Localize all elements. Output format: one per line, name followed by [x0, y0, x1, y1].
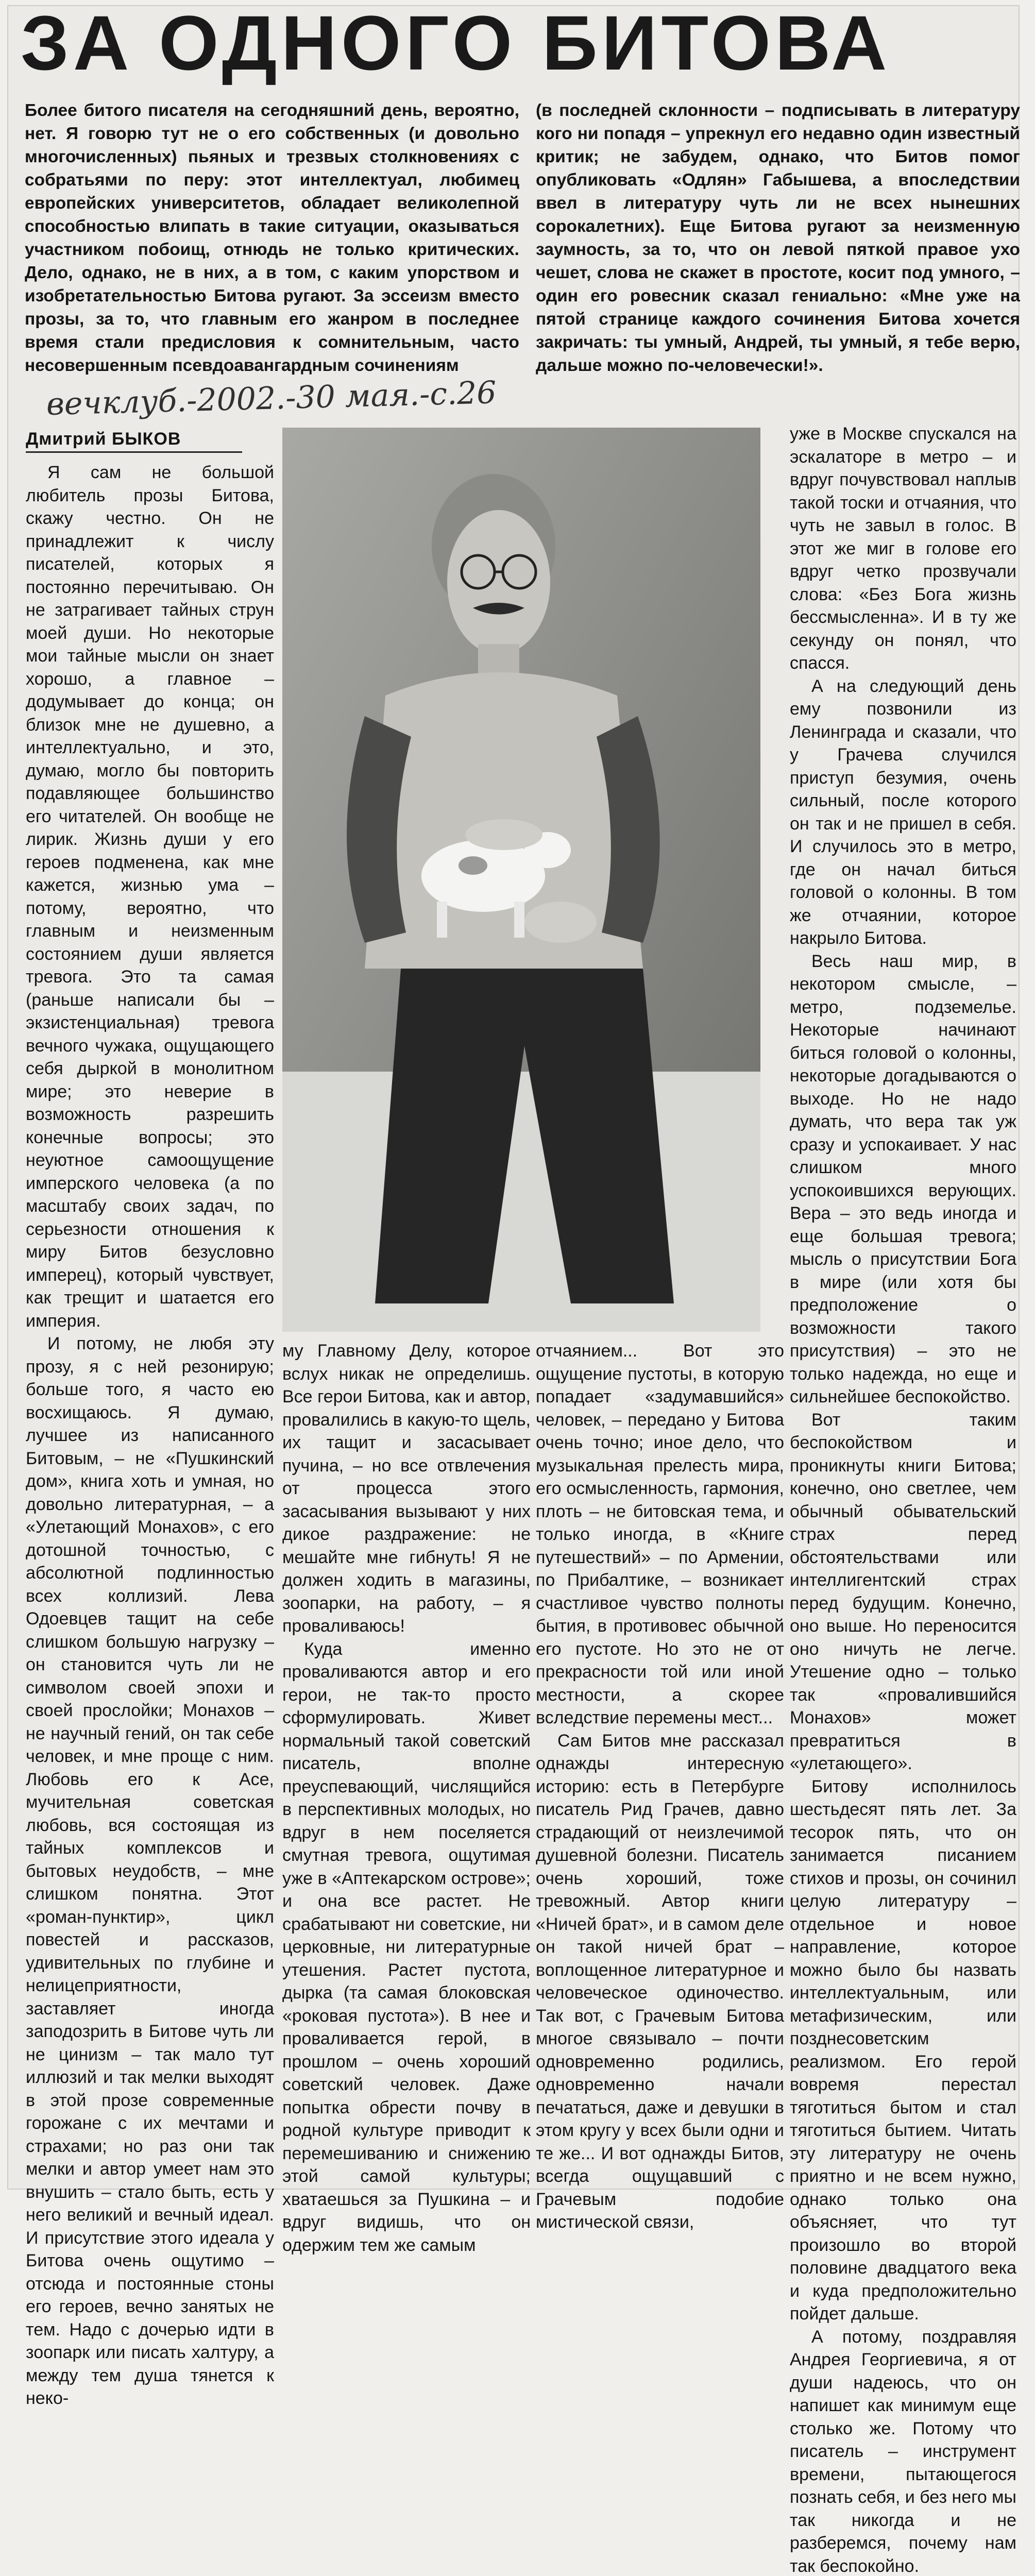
- paragraph: Я сам не большой любитель прозы Битова, скажу честно. Он не принадлежит к числу писателей, которых я постоянно перечитываю. Он не затрагивает тайных струн моей души. Но некоторые мои тайные мысли он знает хорошо, а главное – додумывает до конца; он близок мне не душевно, а интеллектуально, и это, думаю, могло бы повторить подавляющее большинство его читателей. Он вообще не лирик. Жизнь души у его героев подменена, как мне кажется, жизнью ума – потому, вероятно, что главным и неизменным состоянием души является тревога. Это та самая (раньше написали бы – экзистенциальная) тревога вечного чужака, ощущающего себя дыркой в монолитном мире; это неверие в возможность разрешить конечные вопросы; это неуютное самоощущение имперского человека (а по масштабу своих задач, по серьезности отношения к миру Битов безусловно имперец), который чувствует, как трещит и шатается его империя.: [26, 461, 274, 1332]
- paragraph: уже в Москве спускался на эскалаторе в метро – и вдруг почувствовал наплыв такой тоски и отчаяния, что чуть не завыл в голос. В этот же миг в голове его вдруг четко прозвучали слова: «Без Бога жизнь бессмысленна». И в ту же секунду он понял, что спасся.: [790, 422, 1016, 675]
- paragraph: Весь наш мир, в некотором смысле, – метро, подземелье. Некоторые начинают биться головой о колонны, некоторые догадываются о выходе. Но не надо думать, что вера так уж сразу и успокаивает. У нас слишком много успокоившихся верующих. Вера – это ведь иногда и еще большая тревога; мысль о присутствии Бога в мире (или хотя бы предположение о возможности такого присутствия) – это не только надежда, но еще и сильнейшее беспокойство.: [790, 950, 1016, 1409]
- paragraph: Битову исполнилось шестьдесят пять лет. За тесорок пять, что он занимается писанием стихов и прозы, он сочинил целую литературу – отдельное и новое направление, которое можно было бы назвать интеллектуальным, или метафизическим, или позднесоветским реализмом. Его герой вовремя перестал тяготиться бытом и стал тяготиться бытием. Читать эту литературу не очень приятно и не всем нужно, однако только она объясняет, что тут произошло во второй половине двадцатого века и куда предположительно пойдет дальше.: [790, 1775, 1016, 2326]
- paragraph: отчаянием... Вот это ощущение пустоты, в которую попадает «задумавшийся» человек, – передано у Битова очень точно; иное дело, что музыкальная прелесть мира, его осмысленность, гармония, плоть – не битовская тема, и только иногда, в «Книге путешествий» – по Армении, по Прибалтике, – возникает счастливое чувство полноты бытия, в противовес обычной его пустоте. Но это не от прекрасности той или иной местности, а скорее вследствие перемены мест...: [536, 1340, 784, 1730]
- lead-paragraph-right: (в последней склонности – подписывать в литературу кого ни попадя – упрекнул его недавно один известный критик; не забудем, однако, что Битов помог опубликовать «Одлян» Габышева, а впоследствии ввел в литературу чуть ли не всех нынешних сорокалетних). Еще Битова ругают за неизменную заумность, за то, что он левой пяткой правое ухо чешет, слова не скажет в простоте, косит под умного, – один его ровесник сказал гениально: «Мне уже на пятой странице каждого сочинения Битова хочется закричать: ты умный, Андрей, ты умный, я тебе верю, дальше можно по-человечески!».: [536, 99, 1020, 377]
- article-column-3: [536, 1340, 784, 2234]
- paragraph: И потому, не любя эту прозу, я с ней резонирую; больше того, я часто ею восхищаюсь. Я думаю, лучшее из написанного Битовым, – не «Пушкинский дом», книга хоть и умная, но довольно литературная, – а «Улетающий Монахов», с его дотошной точностью, с абсолютной подлинностью всех коллизий. Лева Одоевцев тащит на себе слишком большую нагрузку – он становится чуть ли не символом своей эпохи и своей прослойки; Монахов – не научный гений, он так себе человек, и мне проще с ним. Любовь его к Асе, мучительная советская любовь, вся состоящая из тайных комплексов и бытовых неудобств, – мне слишком понятна. Этот «роман-пунктир», цикл повестей и рассказов, удивительных по глубине и нелицеприятности, заставляет иногда заподозрить в Битове чуть ли не цинизм – так мало тут иллюзий и так мелки выходят в этой прозе современные горожане с их мечтами и страхами; но раз они так мелки и автор умеет нам это внушить – стало быть, есть у него великий и вечный идеал. И присутствие этого идеала у Битова очень ощутимо – отсюда и постоянные стоны его героев, вечно занятых не тем. Надо с дочерью идти в зоопарк или писать халтуру, а между тем душа тянется к неко-: [26, 1332, 274, 2410]
- paragraph: му Главному Делу, которое вслух никак не определишь. Все герои Битова, как и автор, провалились в какую-то щель, их тащит и засасывает пучина, – но все отвлечения от процесса этого засасывания вызывают у них дикое раздражение: не мешайте мне гибнуть! Я не должен ходить в магазины, зоопарки, на работу, – я проваливаюсь!: [282, 1340, 531, 1638]
- article-column-4: [790, 422, 1016, 2576]
- handwritten-source-note: вечклуб.-2002.-30 мая.-с.26: [46, 361, 820, 428]
- photo-illustration: [282, 428, 760, 1332]
- headline: ЗА ОДНОГО БИТОВА: [21, 4, 1015, 81]
- paragraph: А на следующий день ему позвонили из Ленинграда и сказали, что у Грачева случился приступ безумия, очень сильный, после которого он так и не пришел в себя. И случилось это в метро, где он начал биться головой о колонны. В том же отчаянии, которое накрыло Битова.: [790, 675, 1016, 950]
- paragraph: Вот таким беспокойством и проникнуты книги Битова; конечно, оно светлее, чем обычный обывательский страх перед обстоятельствами или интеллигентский страх перед будущим. Конечно, оно выше. Но переносится оно ничуть не легче. Утешение одно – только так «провалившийся Монахов» может превратиться в «улетающего».: [790, 1409, 1016, 1775]
- author-photo: [282, 428, 760, 1332]
- paragraph: А потому, поздравляя Андрея Георгиевича, я от души надеюсь, что он напишет как минимум еще столько же. Потому что писатель – инструмент времени, пытающегося познать себя, и без него мы так никогда и не разберемся, почему нам так беспокойно.: [790, 2326, 1016, 2576]
- paragraph: Сам Битов мне рассказал однажды интересную историю: есть в Петербурге писатель Рид Грачев, давно страдающий от неизлечимой душевной болезни. Писатель очень хороший, тоже тревожный. Автор книги «Ничей брат», и в самом деле он такой ничей брат – воплощенное литературное и человеческое одиночество. Так вот, с Грачевым Битова многое связывало – почти одновременно родились, одновременно начали печататься, даже и девушки в этом кругу у всех были одни и те же... И вот однажды Битов, всегда ощущавший с Грачевым подобие мистической связи,: [536, 1730, 784, 2234]
- paragraph: Куда именно проваливаются автор и его герои, не так-то просто сформулировать. Живет нормальный такой советский писатель, вполне преуспевающий, числящийся в перспективных молодых, но вдруг в нем поселяется смутная тревога, ощутимая уже в «Аптекарском острове»; и она все растет. Не срабатывают ни советские, ни церковные, ни литературные утешения. Растет пустота, дырка (та самая блоковская «роковая пустота»). В нее и проваливается герой, в прошлом – очень хороший советский человек. Даже попытка обрести почву в родной культуре приводит к перемешиванию и снижению этой самой культуры; хватаешься за Пушкина – и вдруг видишь, что он одержим тем же самым: [282, 1638, 531, 2257]
- author-byline: Дмитрий БЫКОВ: [26, 428, 242, 453]
- lead-paragraph-left: Более битого писателя на сегодняшний день, вероятно, нет. Я говорю тут не о его собственных (и довольно многочисленных) пьяных и трезвых столкновениях с собратьями по перу: этот интеллектуал, любимец европейских университетов, обладает великолепной способностью влипать в такие ситуации, оказываться участником побоищ, отнюдь не только критических. Дело, однако, не в них, а в том, с каким упорством и изобретательностью Битова ругают. За эссеизм вместо прозы, за то, что главным его жанром в последнее время стали предисловия к сомнительным, часто несовершенным псевдоавангардным сочинениям: [25, 99, 519, 377]
- article-column-2: [282, 1340, 531, 2257]
- article-column-1: [26, 461, 274, 2410]
